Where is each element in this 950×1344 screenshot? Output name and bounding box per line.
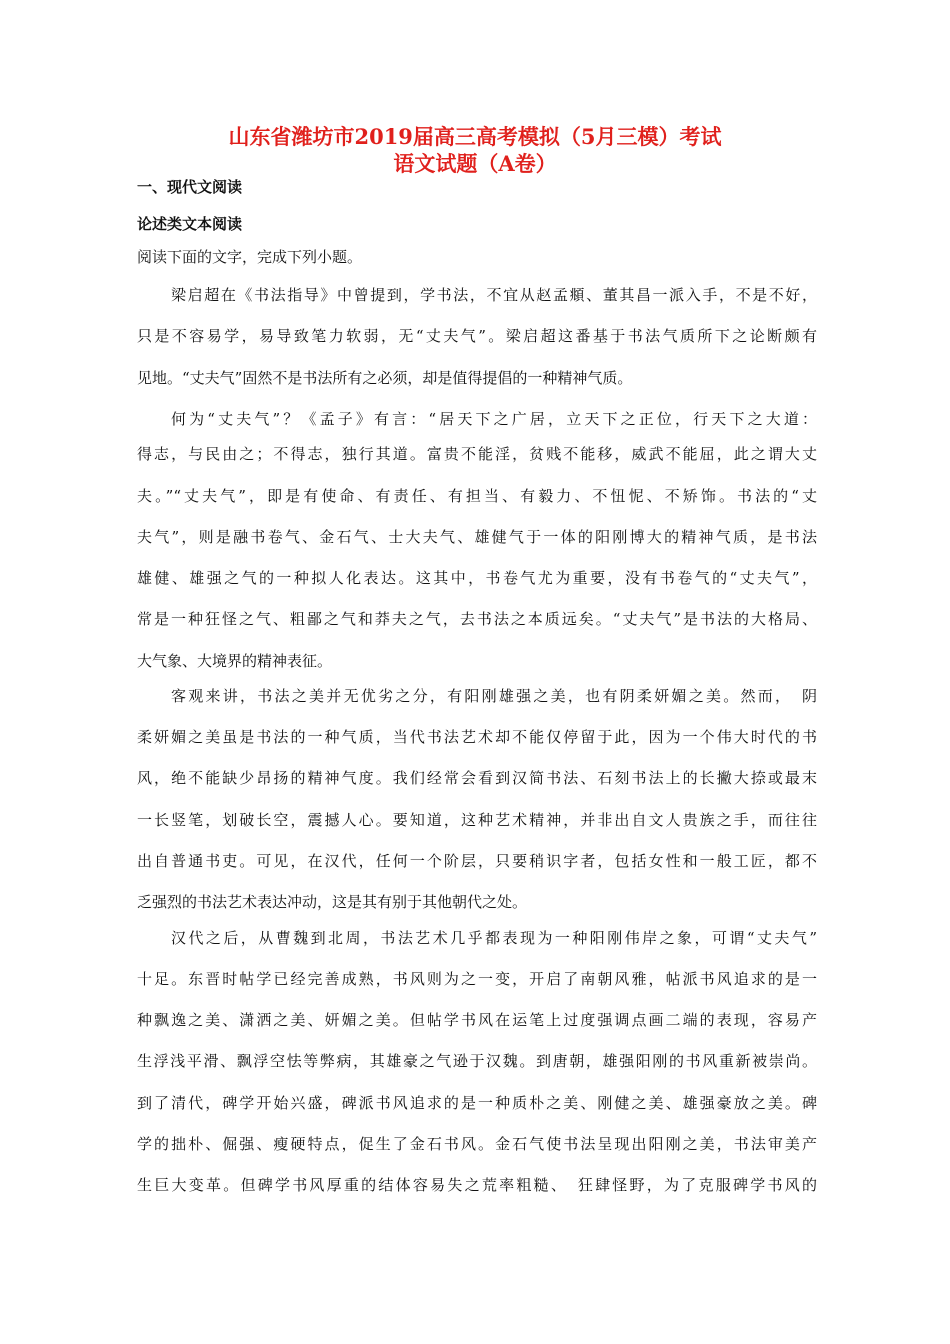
text-line: 生巨大变革。但碑学书风厚重的结体容易失之荒率粗糙、 狂肆怪野，为了克服碑学书风的 [137,1176,817,1194]
text-line: 柔妍媚之美虽是书法的一种气质，当代书法艺术却不能仅停留于此，因为一个伟大时代的书 [137,728,817,746]
text-line: 学的拙朴、倔强、瘦硬特点，促生了金石书风。金石气使书法呈现出阳刚之美，书法审美产 [137,1135,817,1153]
document-title: 山东省潍坊市2019届高三高考模拟（5月三模）考试 [228,124,722,149]
text-line: 夫气”，则是融书卷气、金石气、士大夫气、雄健气于一体的阳刚博大的精神气质，是书法 [137,528,817,546]
text-line: 得志，与民由之；不得志，独行其道。富贵不能淫，贫贱不能移，威武不能屈，此之谓大丈 [137,445,817,463]
text-line: 常是一种狂怪之气、粗鄙之气和莽夫之气，去书法之本质远矣。“丈夫气”是书法的大格局、 [137,610,817,628]
text-line: 种飘逸之美、潇洒之美、妍媚之美。但帖学书风在运笔上过度强调点画二端的表现，容易产 [137,1011,817,1029]
text-line: 客观来讲，书法之美并无优劣之分，有阳刚雄强之美，也有阴柔妍媚之美。然而， 阴 [171,687,817,705]
text-line: 只是不容易学，易导致笔力软弱，无“丈夫气”。梁启超这番基于书法气质所下之论断颇有 [137,327,817,345]
text-line: 一长竖笔，划破长空，震撼人心。要知道，这种艺术精神，并非出自文人贵族之手，而往往 [137,811,817,829]
text-line: 汉代之后，从曹魏到北周，书法艺术几乎都表现为一种阳刚伟岸之象，可谓“丈夫气” [171,929,817,947]
text-line: 生浮浅平滑、飘浮空怯等弊病，其雄豪之气逊于汉魏。到唐朝，雄强阳刚的书风重新被崇尚。 [137,1052,817,1070]
text-line: 乏强烈的书法艺术表达冲动，这是其有别于其他朝代之处。 [137,893,528,911]
text-line: 到了清代，碑学开始兴盛，碑派书风追求的是一种质朴之美、刚健之美、雄强豪放之美。碑 [137,1094,817,1112]
instruction-text: 阅读下面的文字，完成下列小题。 [137,248,363,266]
text-line: 何为“丈夫气”？《孟子》有言：“居天下之广居，立天下之正位，行天下之大道： [171,410,817,428]
section-heading: 一、现代文阅读 [137,178,243,196]
text-line: 雄健、雄强之气的一种拟人化表达。这其中，书卷气尤为重要，没有书卷气的“丈夫气”， [137,569,817,587]
text-line: 梁启超在《书法指导》中曾提到，学书法，不宜从赵孟頫、董其昌一派入手，不是不好， [171,286,817,304]
text-line: 风，绝不能缺少昂扬的精神气度。我们经常会看到汉简书法、石刻书法上的长撇大捺或最末 [137,769,817,787]
text-line: 夫。”“丈夫气”，即是有使命、有责任、有担当、有毅力、不忸怩、不矫饰。书法的“丈 [137,487,817,505]
text-line: 见地。“丈夫气”固然不是书法所有之必须，却是值得提倡的一种精神气质。 [137,369,633,387]
text-line: 出自普通书吏。可见，在汉代，任何一个阶层，只要稍识字者，包括女性和一般工匠，都不 [137,852,817,870]
text-line: 十足。东晋时帖学已经完善成熟，书风则为之一变，开启了南朝风雅，帖派书风追求的是一 [137,970,817,988]
document-subtitle: 语文试题（A卷） [393,151,557,176]
subsection-heading: 论述类文本阅读 [137,215,243,233]
text-line: 大气象、大境界的精神表征。 [137,652,333,670]
